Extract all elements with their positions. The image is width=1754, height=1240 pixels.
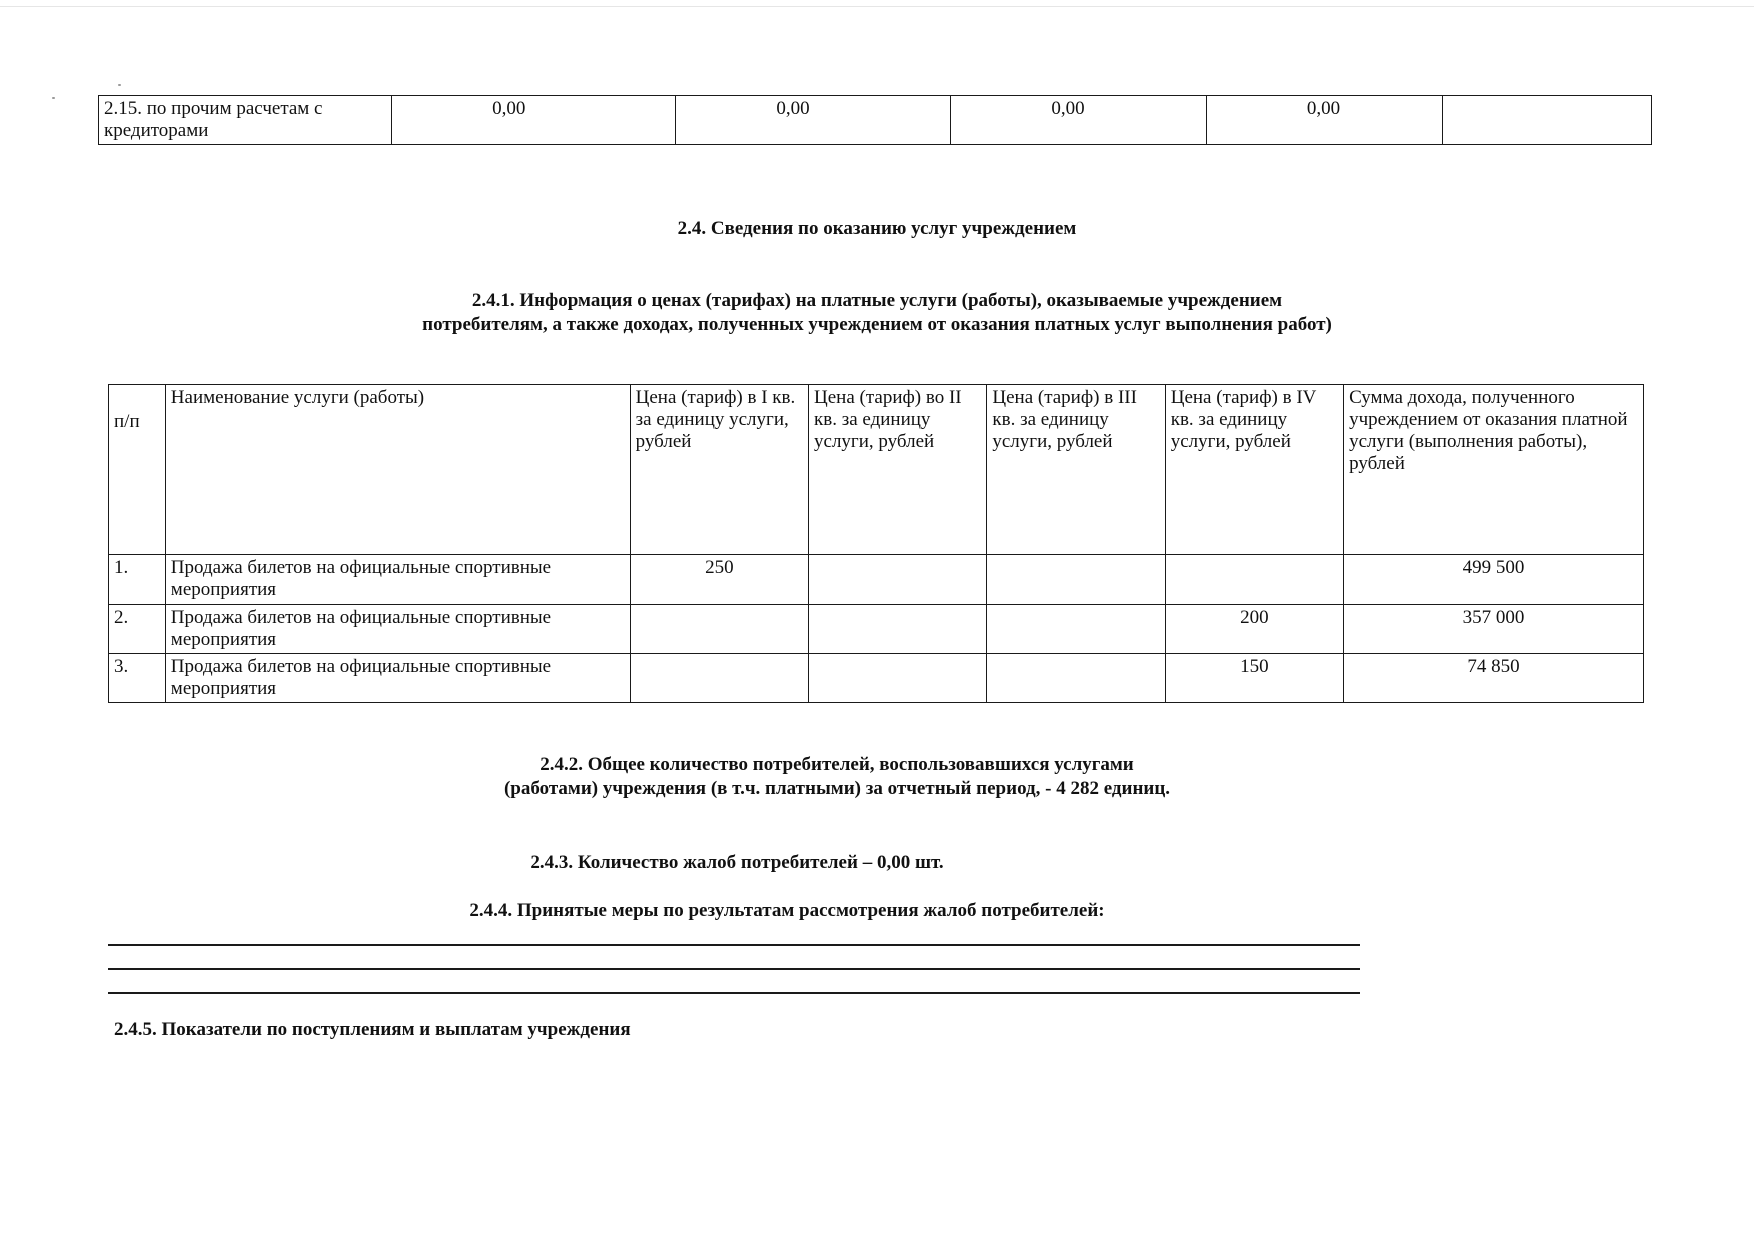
- section-title-2-4: 2.4. Сведения по оказанию услуг учреждением: [677, 218, 1077, 239]
- income: 74 850: [1344, 654, 1644, 703]
- value-cell: 0,00: [951, 96, 1207, 145]
- blank-line: [108, 992, 1360, 994]
- scan-speck: [52, 97, 55, 99]
- value-cell: 0,00: [392, 96, 676, 145]
- service-name: Продажа билетов на официальные спортивные мероприятия: [165, 555, 630, 605]
- row-number: 1.: [109, 555, 166, 605]
- header-cell: Цена (тариф) в IV кв. за единицу услуги, рублей: [1165, 385, 1343, 555]
- table-row: [109, 654, 1644, 703]
- row-number: 3.: [109, 654, 166, 703]
- section-title-2-4-1-line1: 2.4.1. Информация о ценах (тарифах) на платные услуги (работы), оказываемые учреждением: [471, 290, 1283, 311]
- table-row: [109, 555, 1644, 605]
- price-q2: [809, 654, 987, 703]
- header-cell: п/п: [109, 385, 166, 555]
- price-q1: 250: [630, 555, 808, 605]
- section-title-2-4-1-line2: потребителям, а также доходах, полученных учреждением от оказания платных услуг выполнения работ): [422, 314, 1332, 335]
- section-2-4-4: 2.4.4. Принятые меры по результатам рассмотрения жалоб потребителей:: [469, 900, 1105, 921]
- value-cell: [1442, 96, 1651, 145]
- price-q3: [987, 605, 1165, 654]
- price-q3: [987, 654, 1165, 703]
- row-number: 2.: [109, 605, 166, 654]
- price-q1: [630, 605, 808, 654]
- header-cell: Цена (тариф) во II кв. за единицу услуги, рублей: [809, 385, 987, 555]
- blank-line: [108, 968, 1360, 970]
- section-2-4-2-line2: (работами) учреждения (в т.ч. платными) за отчетный период, - 4 282 единиц.: [503, 778, 1171, 799]
- price-q4: 150: [1165, 654, 1343, 703]
- price-q2: [809, 605, 987, 654]
- row-label: 2.15. по прочим расчетам с кредиторами: [99, 96, 392, 145]
- price-q1: [630, 654, 808, 703]
- income: 499 500: [1344, 555, 1644, 605]
- price-table: [108, 384, 1644, 703]
- price-q3: [987, 555, 1165, 605]
- scan-speck: [118, 84, 121, 86]
- table-row: [109, 605, 1644, 654]
- section-2-4-2-line1: 2.4.2. Общее количество потребителей, воспользовавшихся услугами: [540, 754, 1134, 775]
- value-cell: 0,00: [1206, 96, 1442, 145]
- header-cell: Цена (тариф) в III кв. за единицу услуги, рублей: [987, 385, 1165, 555]
- table-header-row: [109, 385, 1644, 555]
- section-2-4-5: 2.4.5. Показатели по поступлениям и выплатам учреждения: [114, 1019, 631, 1040]
- price-q2: [809, 555, 987, 605]
- header-cell: Наименование услуги (работы): [165, 385, 630, 555]
- value-cell: 0,00: [676, 96, 951, 145]
- service-name: Продажа билетов на официальные спортивные мероприятия: [165, 654, 630, 703]
- price-q4: [1165, 555, 1343, 605]
- blank-line: [108, 944, 1360, 946]
- header-cell: Сумма дохода, полученного учреждением от оказания платной услуги (выполнения работы), рублей: [1344, 385, 1644, 555]
- service-name: Продажа билетов на официальные спортивные мероприятия: [165, 605, 630, 654]
- income: 357 000: [1344, 605, 1644, 654]
- table-row: [99, 96, 1652, 145]
- page-edge: [0, 6, 1754, 7]
- price-q4: 200: [1165, 605, 1343, 654]
- header-cell: Цена (тариф) в I кв. за единицу услуги, рублей: [630, 385, 808, 555]
- section-2-4-3: 2.4.3. Количество жалоб потребителей – 0,00 шт.: [530, 852, 944, 873]
- top-table: [98, 95, 1652, 145]
